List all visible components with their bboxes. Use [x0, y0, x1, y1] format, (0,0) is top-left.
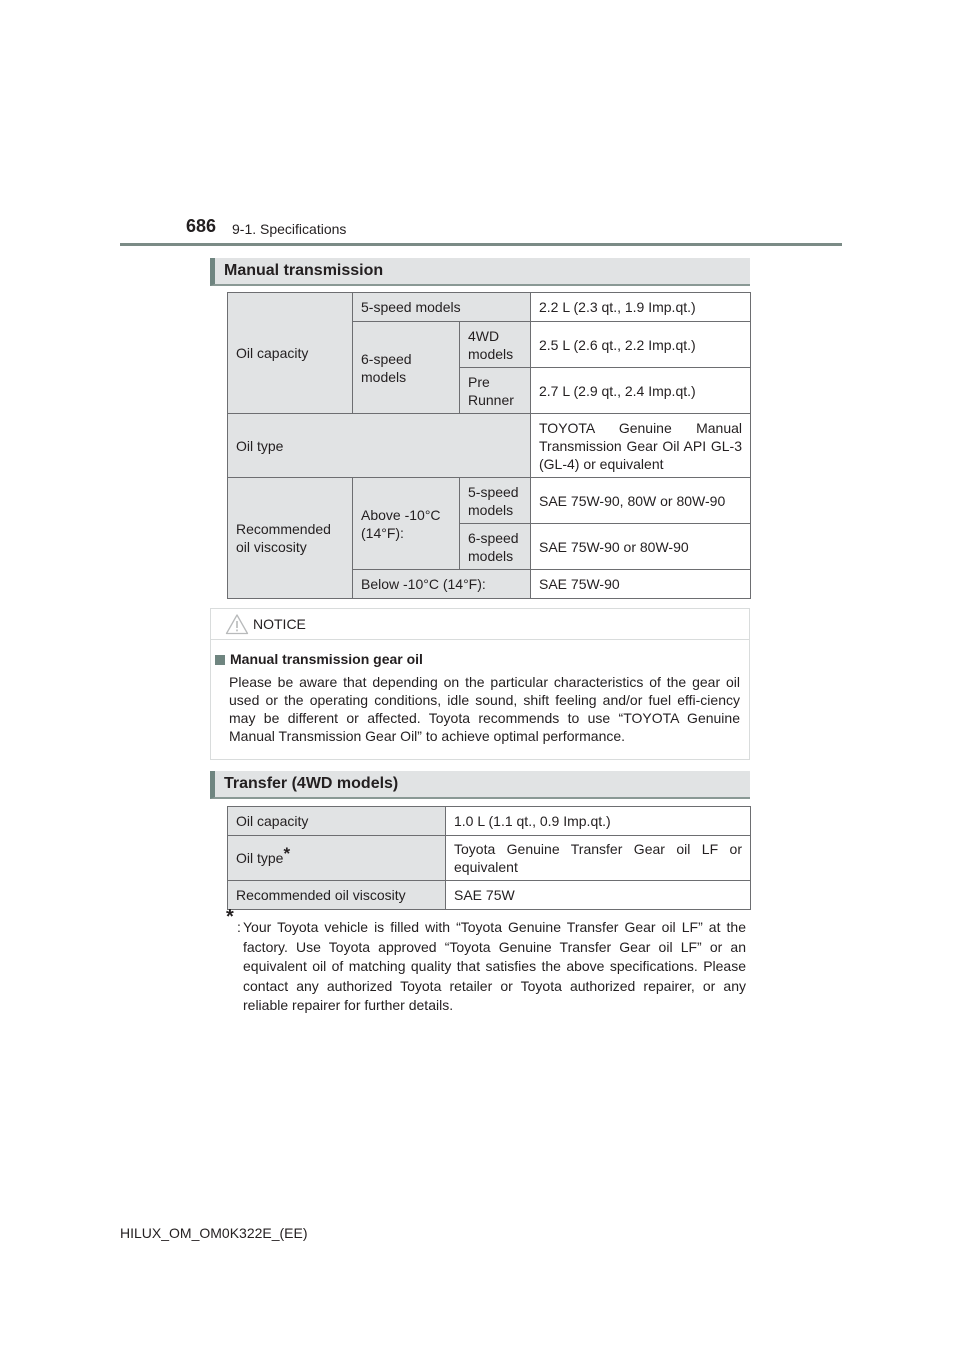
manual-transmission-table — [227, 292, 751, 599]
notice-subtitle — [215, 651, 423, 667]
footnote-mark: * — [283, 844, 291, 863]
footnote-star: * — [226, 906, 234, 928]
above-five-speed-label: 5-speed models — [460, 478, 531, 524]
transfer-heading-text: Transfer (4WD models) — [224, 775, 399, 792]
manual-transmission-heading — [210, 258, 750, 286]
transfer-oil-type-value: Toyota Genuine Transfer Gear oil LF or equivalent — [446, 836, 751, 881]
transfer-oil-capacity-label: Oil capacity — [228, 807, 446, 836]
above-five-speed-value: SAE 75W-90, 80W or 80W-90 — [531, 478, 751, 524]
footnote-text: Your Toyota vehicle is filled with “Toyota Genuine Transfer Gear oil LF” at the factory. Use Toyota approved “Toyota Genuine Transfer Gear oil LF” or an equivalent oil of matching quality that satisfies the above specifications. Please contact any authorized Toyota retailer or Toyota authorized repairer, or any reliable repairer for further details. — [243, 919, 746, 1013]
transfer-viscosity-label: Recommended oil viscosity — [228, 881, 446, 910]
transfer-oil-capacity-value: 1.0 L (1.1 qt., 0.9 Imp.qt.) — [446, 807, 751, 836]
four-wd-label: 4WD models — [460, 322, 531, 368]
transfer-oil-type-label: Oil type — [236, 850, 284, 866]
oil-type-value: TOYOTA Genuine Manual Transmission Gear Oil API GL-3 (GL-4) or equivalent — [531, 414, 751, 478]
transfer-viscosity-value: SAE 75W — [446, 881, 751, 910]
below-temperature-value: SAE 75W-90 — [531, 570, 751, 599]
oil-type-label: Oil type — [228, 414, 531, 478]
five-speed-value: 2.2 L (2.3 qt., 1.9 Imp.qt.) — [531, 293, 751, 322]
pre-runner-value: 2.7 L (2.9 qt., 2.4 Imp.qt.) — [531, 368, 751, 414]
below-temperature-label: Below -10°C (14°F): — [353, 570, 531, 599]
four-wd-value: 2.5 L (2.6 qt., 2.2 Imp.qt.) — [531, 322, 751, 368]
header-divider — [120, 243, 842, 246]
manual-transmission-heading-text: Manual transmission — [224, 262, 384, 279]
five-speed-label: 5-speed models — [353, 293, 531, 322]
page-number: 686 — [186, 216, 217, 236]
notice-header — [211, 609, 749, 640]
notice-subtitle-text: Manual transmission gear oil — [230, 651, 423, 667]
above-six-speed-value: SAE 75W-90 or 80W-90 — [531, 524, 751, 570]
notice-body: Please be aware that depending on the particular characteristics of the gear oil used or the operating conditions, idle sound, shift feeling and/or fuel effi-ciency may be different or affected. Toyota recommends to use “TOYOTA Genuine Manual Transmission Gear Oil” to achieve optimal performance. — [229, 674, 740, 744]
model-code: HILUX_OM_OM0K322E_(EE) — [120, 1225, 308, 1241]
above-temperature-label: Above -10°C (14°F): — [353, 478, 460, 570]
footnote — [226, 906, 746, 1016]
footnote-colon: : — [237, 919, 241, 935]
section-title: 9-1. Specifications — [232, 221, 347, 237]
viscosity-label: Recommended oil viscosity — [228, 478, 353, 599]
six-speed-label: 6-speed models — [353, 322, 460, 414]
transfer-oil-type-cell — [228, 836, 446, 881]
above-six-speed-label: 6-speed models — [460, 524, 531, 570]
notice-box — [210, 608, 750, 760]
notice-bullet-icon — [215, 655, 225, 665]
pre-runner-label: Pre Runner — [460, 368, 531, 414]
transfer-heading — [210, 771, 750, 799]
warning-triangle-icon — [225, 613, 249, 635]
transfer-table — [227, 806, 751, 910]
notice-title: NOTICE — [253, 616, 306, 632]
oil-capacity-label: Oil capacity — [228, 293, 353, 414]
